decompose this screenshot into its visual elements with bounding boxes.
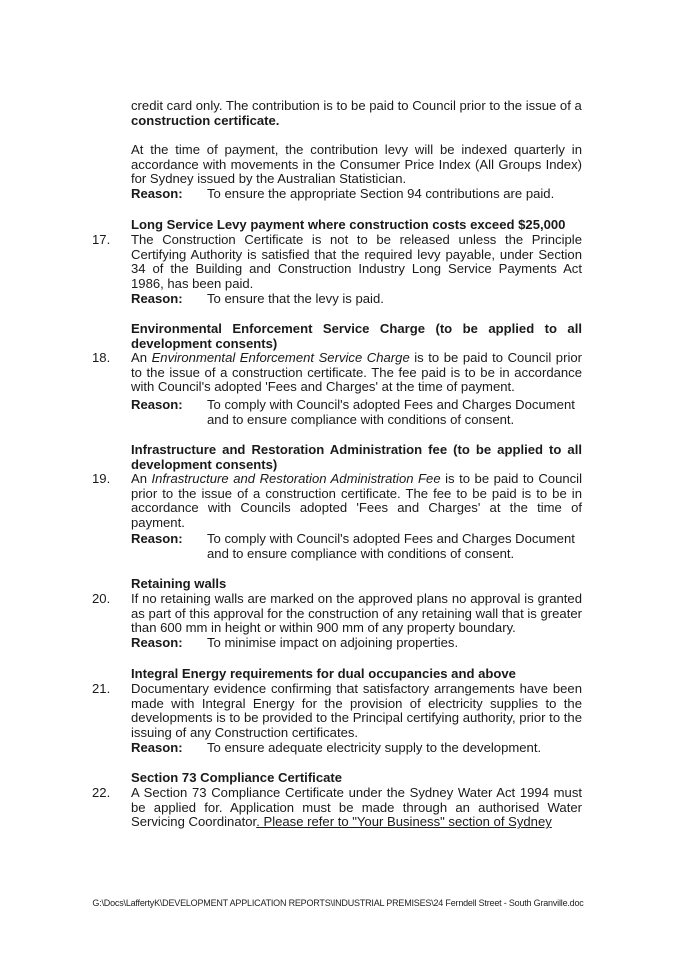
reason-label: Reason: (131, 397, 183, 412)
condition-number: 17. (92, 232, 111, 247)
condition-number: 19. (92, 471, 111, 486)
text-fragment: is to be paid to Council prior to the issue of a construction certificate. The fee to be paid is to be in accordance with Councils adopted 'Fees and Charges' at the time of payment. (131, 471, 583, 530)
condition-number: 20. (92, 591, 111, 606)
reason-label: Reason: (131, 635, 183, 650)
condition-heading: Retaining walls (131, 576, 227, 591)
paragraph-continuation (131, 99, 582, 128)
condition-text: The Construction Certificate is not to be released unless the Principle Certifying Authority is satisfied that the required levy payable, under Section 34 of the Building and Construction Industry Long Service Payments Act 1986, has been paid. (131, 232, 582, 291)
text-fragment: A Section 73 Compliance Certificate under the Sydney Water Act 1994 must be applied for. Application must be made through an authorised Water Servicing Coordinator (131, 785, 582, 830)
italic-term: Environmental Enforcement Service Charge (151, 350, 410, 365)
text-fragment: An (131, 471, 152, 486)
condition-heading: Environmental Enforcement Service Charge (to be applied to all development consents) (131, 321, 582, 351)
condition-heading: Infrastructure and Restoration Administration fee (to be applied to all development consents) (131, 442, 582, 472)
text-fragment: An (131, 350, 152, 365)
reason-label: Reason: (131, 531, 183, 546)
condition-text: If no retaining walls are marked on the approved plans no approval is granted as part of this approval for the construction of any retaining wall that is greater than 600 mm in height or within 900 mm of any property boundary. (131, 591, 582, 636)
paragraph-line: credit card only. The contribution is to be paid to Council prior to the issue of a (131, 98, 582, 113)
condition-text (131, 472, 582, 530)
indexation-paragraph: At the time of payment, the contribution levy will be indexed quarterly in accordance with movements in the Consumer Price Index (All Groups Index) for Sydney issued by the Australian Statistician. (131, 142, 582, 187)
condition-text (131, 786, 582, 830)
reason-text: To ensure adequate electricity supply to the development. (207, 740, 542, 755)
italic-term: Infrastructure and Restoration Administration Fee (151, 471, 441, 486)
reason-label: Reason: (131, 740, 183, 755)
reason-text: To comply with Council's adopted Fees and Charges Document and to ensure compliance with conditions of consent. (207, 397, 575, 427)
condition-heading: Long Service Levy payment where construction costs exceed $25,000 (131, 217, 566, 232)
reason-text: To ensure that the levy is paid. (207, 291, 384, 306)
condition-number: 18. (92, 350, 111, 365)
underlined-text: . Please refer to "Your Business" section of Sydney (256, 814, 552, 830)
reason-label: Reason: (131, 291, 183, 306)
condition-text (131, 351, 582, 395)
footer-file-path: G:\Docs\LaffertyK\DEVELOPMENT APPLICATION REPORTS\INDUSTRIAL PREMISES\24 Ferndell Street - South Granville.doc (92, 898, 584, 908)
condition-heading: Integral Energy requirements for dual occupancies and above (131, 666, 516, 681)
condition-number: 22. (92, 785, 111, 800)
text-fragment: is to be paid to Council prior to the issue of a construction certificate. The fee paid is to be in accordance with Council's adopted 'Fees and Charges' at the time of payment. (131, 350, 582, 395)
condition-text: Documentary evidence confirming that satisfactory arrangements have been made with Integral Energy for the provision of electricity supplies to the developments is to be provided to the Principal certifying authority, prior to the issuing of any Construction certificates. (131, 681, 582, 740)
paragraph-bold-text: construction certificate. (131, 112, 280, 128)
condition-number: 21. (92, 681, 111, 696)
reason-label: Reason: (131, 186, 183, 201)
reason-text: To comply with Council's adopted Fees and Charges Document and to ensure compliance with conditions of consent. (207, 531, 575, 561)
reason-text: To ensure the appropriate Section 94 contributions are paid. (207, 186, 555, 201)
condition-heading: Section 73 Compliance Certificate (131, 770, 343, 785)
reason-text: To minimise impact on adjoining properties. (207, 635, 459, 650)
